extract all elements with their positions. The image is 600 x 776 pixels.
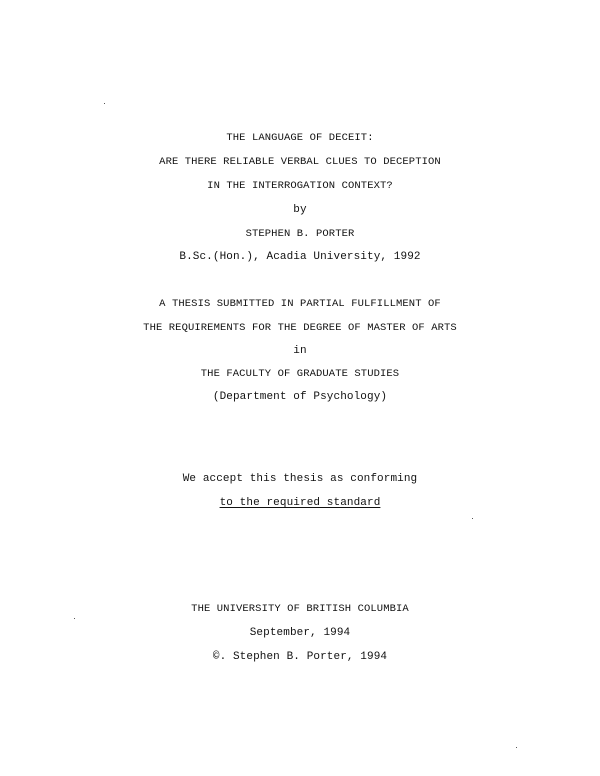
- scan-speck: [104, 103, 105, 104]
- prior-degree: B.Sc.(Hon.), Acadia University, 1992: [179, 251, 421, 263]
- faculty-name: THE FACULTY OF GRADUATE STUDIES: [200, 368, 400, 380]
- submission-line-2: THE REQUIREMENTS FOR THE DEGREE OF MASTER OF ARTS: [143, 322, 457, 334]
- scan-speck: [472, 518, 473, 519]
- author-name: STEPHEN B. PORTER: [245, 228, 355, 240]
- acceptance-statement: We accept this thesis as conforming: [182, 473, 418, 485]
- department-name: (Department of Psychology): [212, 391, 388, 403]
- submission-line-1: A THESIS SUBMITTED IN PARTIAL FULFILLMENT OF: [159, 298, 441, 310]
- submission-date: September, 1994: [249, 627, 351, 639]
- by-label: by: [293, 204, 307, 216]
- standard-statement: to the required standard: [219, 497, 381, 509]
- in-label: in: [293, 345, 307, 357]
- scan-speck: [74, 618, 75, 619]
- university-name: THE UNIVERSITY OF BRITISH COLUMBIA: [191, 603, 409, 615]
- scan-speck: [516, 747, 517, 748]
- copyright-notice: ©. Stephen B. Porter, 1994: [212, 651, 388, 663]
- title-line-2: ARE THERE RELIABLE VERBAL CLUES TO DECEPTION: [159, 156, 441, 168]
- title-line-1: THE LANGUAGE OF DECEIT:: [226, 132, 374, 144]
- title-line-3: IN THE INTERROGATION CONTEXT?: [207, 180, 393, 192]
